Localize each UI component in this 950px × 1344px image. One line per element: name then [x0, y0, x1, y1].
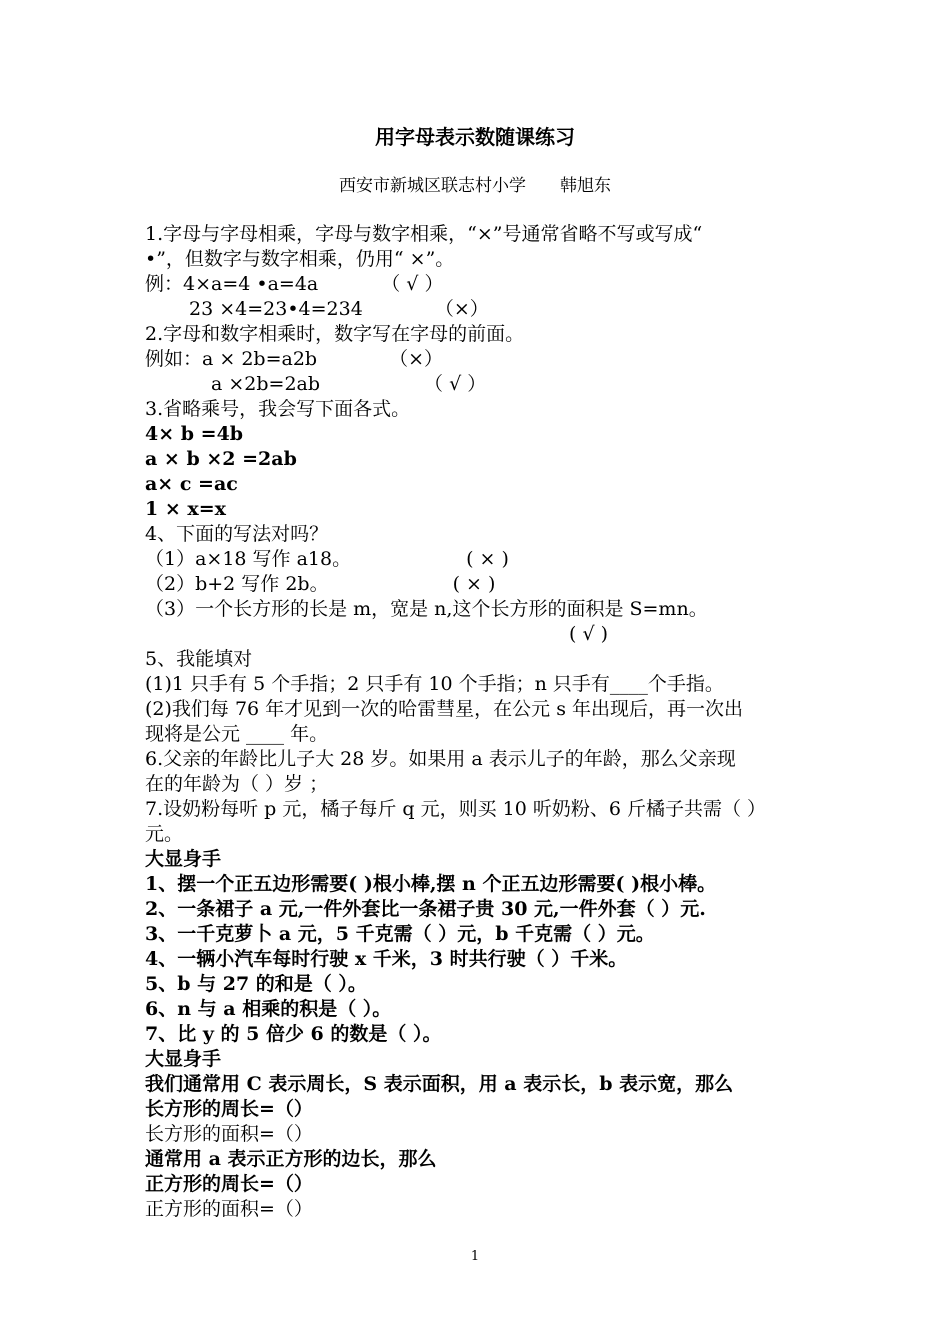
question-7-line-1: 7.设奶粉每听 p 元，橘子每斤 q 元，则买 10 听奶粉、6 斤橘子共需（ ）	[145, 798, 767, 820]
question-4-1-mark: ( × )	[466, 548, 509, 570]
question-6-line-1: 6.父亲的年龄比儿子大 28 岁。如果用 a 表示儿子的年龄，那么父亲现	[145, 748, 736, 770]
page-number: 1	[470, 1249, 480, 1264]
example-2	[145, 297, 825, 322]
question-5-1: (1)1 只手有 5 个手指；2 只手有 10 个手指；n 只手有____个手指。	[145, 673, 724, 695]
example-2-mark: （×）	[434, 298, 489, 320]
question-4-3-mark: ( √ )	[569, 623, 609, 645]
rule-1-line-1: 1.字母与字母相乘，字母与数字相乘，“×”号通常省略不写或写成“	[145, 223, 703, 245]
question-4-3: （3）一个长方形的长是 m，宽是 n,这个长方形的面积是 S=mn。	[145, 598, 708, 620]
challenge-6: 6、n 与 a 相乘的积是（ ）。	[145, 998, 392, 1020]
square-perimeter: 正方形的周长=（）	[145, 1173, 313, 1195]
example-4-expr: a ×2b=2ab	[211, 373, 321, 395]
example-2-expr: 23 ×4=23•4=234	[189, 298, 363, 320]
question-4-2-text: （2）b+2 写作 2b。	[145, 573, 329, 595]
formula-3: a× c =ac	[145, 473, 238, 495]
example-3-mark: （×）	[389, 348, 443, 370]
example-1-expr: 例：4×a=4 •a=4a	[145, 273, 319, 295]
formula-4: 1 × x=x	[145, 498, 226, 520]
question-7-line-2: 元。	[145, 823, 184, 845]
document-body	[145, 222, 825, 1222]
example-3	[145, 347, 825, 372]
square-area: 正方形的面积=（）	[145, 1198, 313, 1220]
example-1	[145, 272, 825, 297]
challenge-5: 5、b 与 27 的和是（ ）。	[145, 973, 367, 995]
rectangle-intro: 我们通常用 C 表示周长，S 表示面积，用 a 表示长，b 表示宽，那么	[145, 1073, 734, 1095]
rule-2: 2.字母和数字相乘时，数字写在字母的前面。	[145, 323, 525, 345]
example-4-mark: （ √ ）	[424, 373, 487, 395]
challenge-2: 2、一条裙子 a 元,一件外套比一条裙子贵 30 元,一件外套（ ）元.	[145, 898, 706, 920]
challenge-heading-1: 大显身手	[145, 848, 222, 870]
rectangle-area: 长方形的面积=（）	[145, 1123, 313, 1145]
author-line: 西安市新城区联志村小学 韩旭东	[339, 176, 611, 196]
example-4	[145, 372, 825, 397]
question-5-2-line-2: 现将是公元 ____ 年。	[145, 723, 329, 745]
section-3-heading: 3.省略乘号，我会写下面各式。	[145, 398, 411, 420]
question-4-2-mark: ( × )	[452, 573, 496, 595]
question-4-1	[145, 547, 825, 572]
rectangle-perimeter: 长方形的周长=（）	[145, 1098, 313, 1120]
example-1-mark: （ √ ）	[381, 273, 444, 295]
challenge-7: 7、比 y 的 5 倍少 6 的数是（ ）。	[145, 1023, 442, 1045]
formula-1: 4× b =4b	[145, 423, 244, 445]
section-5-heading: 5、我能填对	[145, 648, 253, 670]
question-5-2-line-1: (2)我们每 76 年才见到一次的哈雷彗星，在公元 s 年出现后，再一次出	[145, 698, 744, 720]
question-4-1-text: （1）a×18 写作 a18。	[145, 548, 352, 570]
rule-1-line-2: •”，但数字与数字相乘，仍用“ ×”。	[145, 248, 455, 270]
square-intro: 通常用 a 表示正方形的边长，那么	[145, 1148, 437, 1170]
question-6-line-2: 在的年龄为（ ）岁 ；	[145, 773, 329, 795]
challenge-4: 4、一辆小汽车每时行驶 x 千米，3 时共行驶（ ）千米。	[145, 948, 628, 970]
example-3-expr: 例如：a × 2b=a2b	[145, 348, 318, 370]
section-4-heading: 4、下面的写法对吗？	[145, 523, 329, 545]
page-title: 用字母表示数随课练习	[375, 125, 575, 149]
formula-2: a × b ×2 =2ab	[145, 448, 297, 470]
challenge-1: 1、摆一个正五边形需要( )根小棒,摆 n 个正五边形需要( )根小棒。	[145, 873, 717, 895]
challenge-heading-2: 大显身手	[145, 1048, 222, 1070]
question-4-2	[145, 572, 825, 597]
challenge-3: 3、一千克萝卜 a 元，5 千克需（ ）元，b 千克需（ ）元。	[145, 923, 655, 945]
